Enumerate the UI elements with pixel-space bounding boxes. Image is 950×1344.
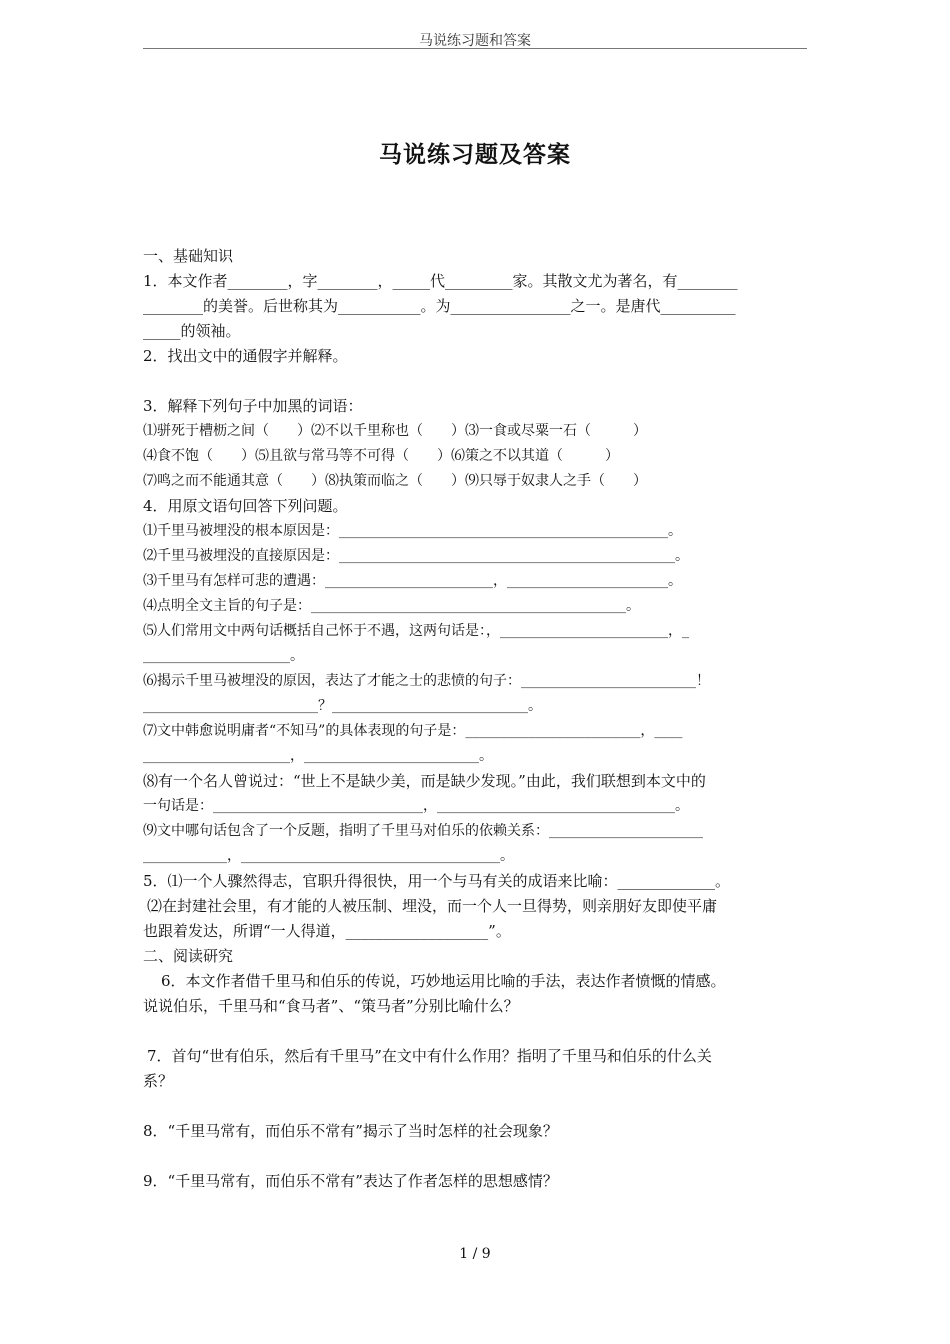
question-line: ⑵千里马被埋没的直接原因是：________________________________________________。 [143,548,689,564]
blank-line [143,1094,811,1119]
blank-line [143,1144,811,1169]
question-line: 1．本文作者________，字________，_____代_________家。其散文尤为著名，有________ [143,272,738,290]
question-line: 也跟着发达，所谓“一人得道，___________________”。 [143,922,511,940]
document-body [143,244,811,1194]
question-line: ⑵在封建社会里，有才能的人被压制、埋没，而一个人一旦得势，则亲朋好友即使平庸 [147,897,718,915]
question-line: _________________________？____________________________。 [143,698,542,714]
question-line: ⑺鸣之而不能通其意（ ）⑻执策而临之（ ）⑼只辱于奴隶人之手（ ） [143,473,647,489]
running-header: 马说练习题和答案 [419,33,531,49]
question-line: ⑹揭示千里马被埋没的原因，表达了才能之士的悲愤的句子：_________________________！ [143,673,710,689]
question-line: ⑷食不饱（ ）⑸且欲与常马等不可得（ ）⑹策之不以其道（ ） [143,448,619,464]
question-line: _____________________，_________________________。 [143,748,493,764]
question-line: ⑺文中韩愈说明庸者“不知马”的具体表现的句子是：_________________________，____ [143,723,683,739]
question-line: 2．找出文中的通假字并解释。 [143,347,348,365]
question-line: ⑸人们常用文中两句话概括自己怀于不遇，这两句话是：，________________________，_ [143,623,689,639]
section-heading-reading: 二、阅读研究 [143,947,234,965]
blank-line [143,1019,811,1044]
question-line: ⑴骈死于槽枥之间（ ）⑵不以千里称也（ ）⑶一食或尽粟一石（ ） [143,423,647,439]
question-line: ⑷点明全文主旨的句子是：_____________________________________________。 [143,598,640,614]
document-title: 马说练习题及答案 [379,141,571,168]
question-line: ⑶千里马有怎样可悲的遭遇：________________________，_______________________。 [143,573,682,589]
question-line: ⑴千里马被埋没的根本原因是：_______________________________________________。 [143,523,682,539]
question-line: 5．⑴一个人骤然得志，官职升得很快，用一个与马有关的成语来比喻：_____________。 [143,872,731,890]
question-line: _____________________。 [143,648,304,664]
question-line: 说说伯乐，千里马和“食马者”、“策马者”分别比喻什么？ [143,997,519,1015]
header-rule [143,48,807,49]
question-line: 6．本文作者借千里马和伯乐的传说，巧妙地运用比喻的手法，表达作者愤慨的情感。 [161,972,726,990]
question-line: ⑻有一个名人曾说过：“世上不是缺少美，而是缺少发现。”由此，我们联想到本文中的 [143,772,706,790]
question-line: 4．用原文语句回答下列问题。 [143,497,348,515]
question-line: ____________，_____________________________________。 [143,848,514,864]
page-number: 1 / 9 [459,1246,491,1262]
question-line: 9．“千里马常有，而伯乐不常有”表达了作者怎样的思想感情？ [143,1172,558,1190]
section-heading-basics: 一、基础知识 [143,247,234,265]
question-line: 系？ [143,1072,174,1090]
question-line: 一句话是：______________________________，__________________________________。 [143,798,689,814]
question-line: 3．解释下列句子中加黑的词语： [143,397,363,415]
question-line: 8．“千里马常有，而伯乐不常有”揭示了当时怎样的社会现象？ [143,1122,558,1140]
question-line: 7．首句“世有伯乐，然后有千里马”在文中有什么作用？指明了千里马和伯乐的什么关 [147,1047,712,1065]
blank-line [143,369,811,394]
question-line: ⑼文中哪句话包含了一个反题，指明了千里马对伯乐的依赖关系：______________________ [143,823,703,839]
question-line: ________的美誉。后世称其为___________。为________________之一。是唐代__________ [143,297,736,315]
question-line: _____的领袖。 [143,322,241,340]
